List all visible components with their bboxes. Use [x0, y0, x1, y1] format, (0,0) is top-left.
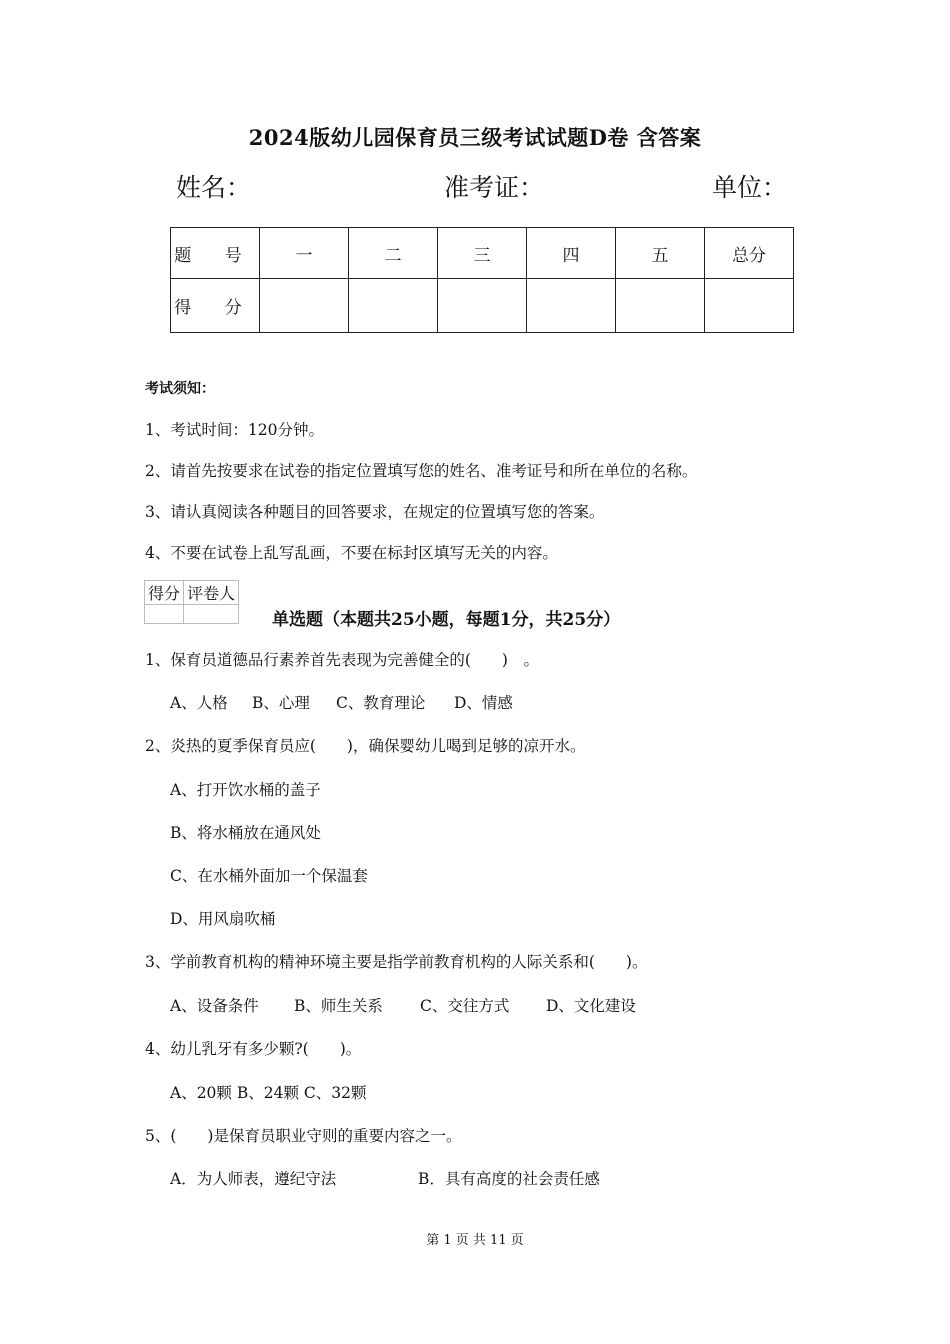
option[interactable]: A、设备条件	[170, 997, 259, 1015]
score-header-4: 四	[527, 228, 616, 279]
name-field-label: 姓名：	[176, 173, 252, 202]
score-cell-3[interactable]	[438, 279, 527, 333]
option[interactable]: A、20颗 B、24颗 C、32颗	[170, 1084, 367, 1102]
score-table-score-row	[171, 279, 794, 333]
option[interactable]: B、师生关系	[294, 997, 383, 1015]
notice-item: 2、请首先按要求在试卷的指定位置填写您的姓名、准考证号和所在单位的名称。	[145, 462, 698, 480]
option[interactable]: B．具有高度的社会责任感	[418, 1170, 600, 1188]
question-stem: 2、炎热的夏季保育员应( )，确保婴幼儿喝到足够的凉开水。	[145, 737, 586, 755]
score-cell-5[interactable]	[616, 279, 705, 333]
notice-heading: 考试须知：	[145, 381, 215, 397]
notice-item: 3、请认真阅读各种题目的回答要求，在规定的位置填写您的答案。	[145, 503, 605, 521]
question-options	[170, 691, 513, 713]
page-footer: 第 1 页 共 11 页	[426, 1233, 524, 1248]
option[interactable]: D、用风扇吹桶	[170, 910, 276, 928]
exam-id-field-label: 准考证：	[444, 173, 545, 202]
option[interactable]: A．为人师表，遵纪守法	[170, 1170, 337, 1188]
question-stem: 1、保育员道德品行素养首先表现为完善健全的( ) 。	[145, 651, 539, 669]
score-table-header-row	[171, 228, 794, 279]
score-header-3: 三	[438, 228, 527, 279]
score-table	[170, 227, 794, 333]
grader-score-cell[interactable]	[145, 605, 184, 624]
option[interactable]: D、情感	[454, 694, 513, 712]
score-header-5: 五	[616, 228, 705, 279]
notice-item: 1、考试时间：120分钟。	[145, 421, 324, 439]
option[interactable]: B、心理	[252, 694, 310, 712]
question-options	[170, 1167, 600, 1189]
score-header-2: 二	[349, 228, 438, 279]
option[interactable]: C、在水桶外面加一个保温套	[170, 867, 368, 885]
option[interactable]: A、人格	[170, 694, 228, 712]
score-cell-total[interactable]	[705, 279, 794, 333]
grader-score-label: 得分	[145, 581, 184, 605]
question-options	[170, 994, 636, 1016]
score-cell-4[interactable]	[527, 279, 616, 333]
grader-name-label: 评卷人	[184, 581, 239, 605]
section-title: 单选题（本题共25小题，每题1分，共25分）	[272, 610, 621, 630]
unit-field-label: 单位：	[712, 173, 788, 202]
option[interactable]: C、教育理论	[336, 694, 426, 712]
question-stem: 5、( )是保育员职业守则的重要内容之一。	[145, 1127, 462, 1145]
question-stem: 3、学前教育机构的精神环境主要是指学前教育机构的人际关系和( )。	[145, 953, 648, 971]
score-row-label: 得 分	[171, 279, 260, 333]
option[interactable]: B、将水桶放在通风处	[170, 824, 321, 842]
grader-box	[144, 580, 239, 624]
option[interactable]: D、文化建设	[546, 997, 636, 1015]
score-header-label: 题 号	[171, 228, 260, 279]
question-stem: 4、幼儿乳牙有多少颗?( )。	[145, 1040, 362, 1058]
score-header-1: 一	[260, 228, 349, 279]
score-header-total: 总分	[705, 228, 794, 279]
option[interactable]: C、交往方式	[420, 997, 510, 1015]
document-title: 2024版幼儿园保育员三级考试试题D卷 含答案	[248, 125, 702, 150]
grader-name-cell[interactable]	[184, 605, 239, 624]
notice-item: 4、不要在试卷上乱写乱画，不要在标封区填写无关的内容。	[145, 544, 558, 562]
option[interactable]: A、打开饮水桶的盖子	[170, 781, 321, 799]
score-cell-2[interactable]	[349, 279, 438, 333]
score-cell-1[interactable]	[260, 279, 349, 333]
